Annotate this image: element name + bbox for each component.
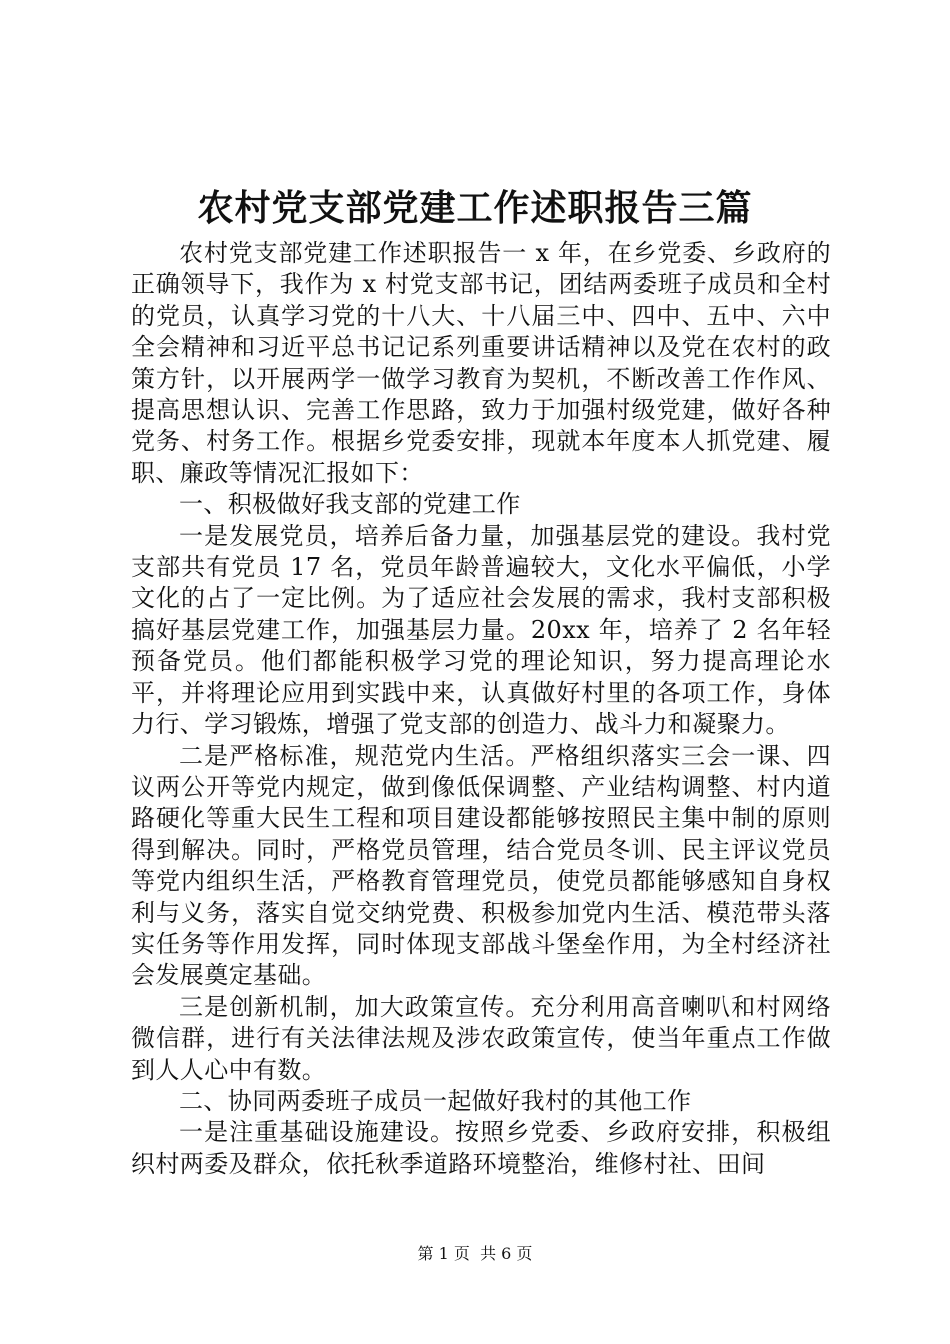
document-title: 农村党支部党建工作述职报告三篇 bbox=[197, 187, 753, 229]
document-body bbox=[131, 238, 831, 1180]
page-number: 第 1 页 bbox=[417, 1244, 470, 1263]
paragraph-party-members: 一是发展党员，培养后备力量，加强基层党的建设。我村党支部共有党员 17 名，党员年龄普遍较大，文化水平偏低，小学文化的占了一定比例。为了适应社会发展的需求，我村支部积极搞好基层党建工作，加强基层力量。20xx 年，培养了 2 名年轻预备党员。他们都能积极学习党的理论知识，努力提高理论水平，并将理论应用到实践中来，认真做好村里的各项工作，身体力行、学习锻炼，增强了党支部的创造力、战斗力和凝聚力。 bbox=[131, 521, 831, 739]
section-heading-1: 一、积极做好我支部的党建工作 bbox=[179, 490, 521, 519]
section-heading-2: 二、协同两委班子成员一起做好我村的其他工作 bbox=[179, 1086, 692, 1115]
paragraph-policy-publicity: 三是创新机制，加大政策宣传。充分利用高音喇叭和村网络微信群，进行有关法律法规及涉农政策宣传，使当年重点工作做到人人心中有数。 bbox=[131, 992, 831, 1084]
paragraph-party-life: 二是严格标准，规范党内生活。严格组织落实三会一课、四议两公开等党内规定，做到像低保调整、产业结构调整、村内道路硬化等重大民生工程和项目建设都能够按照民主集中制的原则得到解决。同时，严格党员管理，结合党员冬训、民主评议党员等党内组织生活，严格教育管理党员，使党员都能够感知自身权利与义务，落实自觉交纳党费、积极参加党内生活、模范带头落实任务等作用发挥，同时体现支部战斗堡垒作用，为全村经济社会发展奠定基础。 bbox=[131, 741, 831, 990]
page-total: 共 6 页 bbox=[480, 1244, 533, 1263]
paragraph-intro: 农村党支部党建工作述职报告一 x 年，在乡党委、乡政府的正确领导下，我作为 x 村党支部书记，团结两委班子成员和全村的党员，认真学习党的十八大、十八届三中、四中、五中、六中全会精神和习近平总书记记系列重要讲话精神以及党在农村的政策方针，以开展两学一做学习教育为契机，不断改善工作作风、提高思想认识、完善工作思路，致力于加强村级党建，做好各种党务、村务工作。根据乡党委安排，现就本年度本人抓党建、履职、廉政等情况汇报如下： bbox=[131, 239, 831, 487]
page-footer bbox=[0, 1242, 950, 1266]
paragraph-infrastructure: 一是注重基础设施建设。按照乡党委、乡政府安排，积极组织村两委及群众，依托秋季道路环境整治，维修村社、田间 bbox=[131, 1118, 831, 1178]
